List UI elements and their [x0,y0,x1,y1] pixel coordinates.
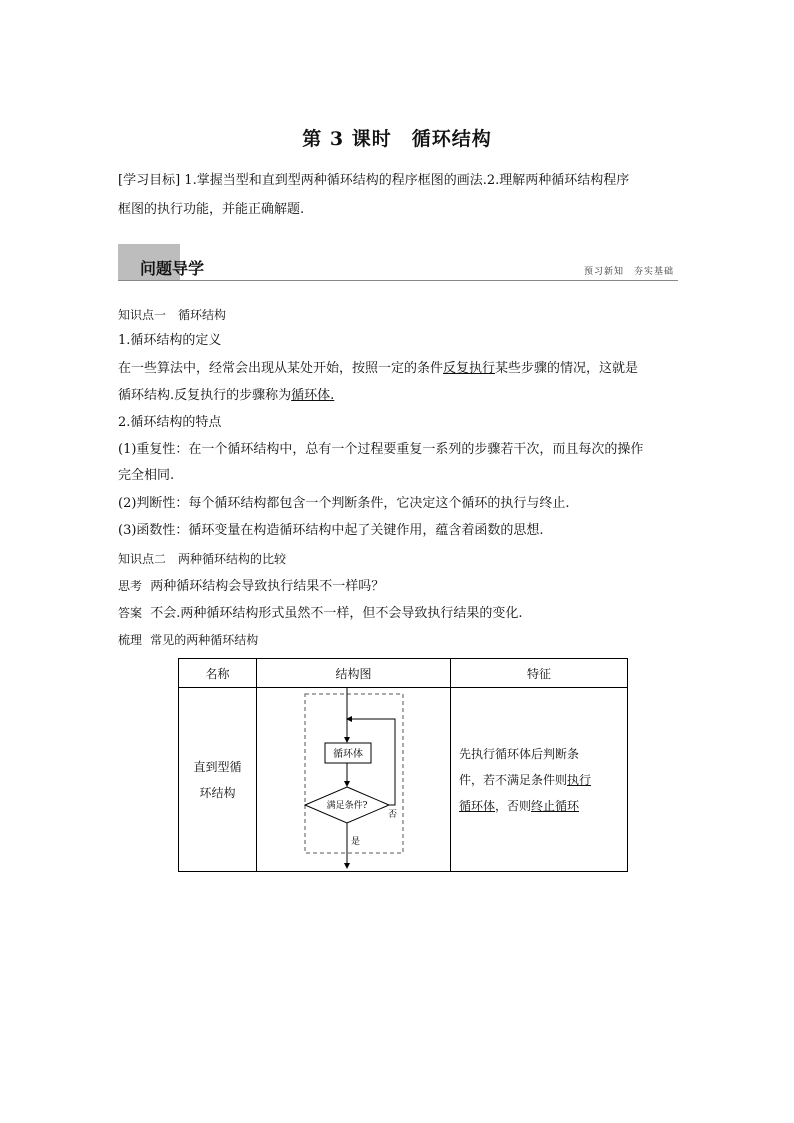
definition-line-1 [118,360,638,378]
do-until-flowchart [257,688,450,871]
features-title: 2.循环结构的特点 [118,415,222,430]
feat-line-1: 先执行循环体后判断条 [459,746,580,761]
def-text-a: 在一些算法中，经常会出现从某处开始，按照一定的条件 [118,361,444,376]
answer-line [118,604,523,623]
no-label: 否 [388,810,398,820]
feature-1-line-2: 完全相同. [118,468,175,483]
sort-label: 梳理 [118,633,143,647]
section-tag: 预习新知 夯实基础 [583,267,674,277]
table-row [179,688,628,872]
cell-diagram [257,688,451,872]
banner-rule [118,280,678,281]
goal-text-2: 框图的执行功能，并能正确解题. [118,202,305,217]
yes-label: 是 [351,837,361,847]
feat-text-b: ，否则 [495,798,532,813]
think-label: 思考 [118,579,143,593]
name-line-1: 直到型循 [193,759,242,774]
name-line-2: 环结构 [199,785,236,800]
goal-text-1: 1.掌握当型和直到型两种循环结构的程序框图的画法.2.理解两种循环结构程序 [184,173,630,188]
feature-2: (2)判断性：每个循环结构都包含一个判断条件，它决定这个循环的执行与终止. [118,496,570,511]
feat-underline-1: 执行 [567,772,592,787]
dashed-boundary [305,694,403,853]
cell-feature [451,688,628,872]
feature-1-line-1: (1)重复性：在一个循环结构中，总有一个过程要重复一系列的步骤若干次，而且每次的操作 [118,442,644,457]
cell-name [179,688,257,872]
definition-title: 1.循环结构的定义 [118,333,222,348]
table-header-row [179,659,628,688]
think-text: 两种循环结构会导致执行结果不一样吗？ [150,579,385,594]
section-title: 问题导学 [140,259,205,278]
knowledge-point-1-heading: 知识点一 循环结构 [118,308,227,322]
feat-line-2 [459,767,623,793]
condition-label: 满足条件? [326,801,368,811]
feat-underline-2: 循环体 [459,798,496,813]
page-title: 第 3 课时 循环结构 [302,128,492,150]
header-name: 名称 [179,659,257,688]
section-banner [118,244,678,282]
sort-text: 常见的两种循环结构 [150,633,259,647]
def-text-c: 循环结构.反复执行的步骤称为 [118,388,292,403]
def-underline-2: 循环体. [291,388,335,403]
goal-label: [学习目标] [118,173,181,188]
learning-goal [118,172,629,190]
feature-3: (3)函数性：循环变量在构造循环结构中起了关键作用，蕴含着函数的思想. [118,523,544,538]
knowledge-point-2-heading: 知识点二 两种循环结构的比较 [118,552,287,566]
answer-text: 不会.两种循环结构形式虽然不一样，但不会导致执行结果的变化. [150,606,523,621]
header-feature: 特征 [451,659,628,688]
loop-body-label: 循环体 [333,749,363,760]
feat-line-3 [459,793,623,819]
comparison-table [178,658,628,872]
header-diagram: 结构图 [257,659,451,688]
answer-label: 答案 [118,606,143,620]
definition-line-2 [118,387,334,405]
think-line [118,577,384,596]
feat-underline-3: 终止循环 [531,798,580,813]
def-text-b: 某些步骤的情况，这就是 [495,361,639,376]
def-underline-1: 反复执行 [443,361,496,376]
sort-line [118,631,258,650]
feat-text-a: 件，若不满足条件则 [459,772,568,787]
